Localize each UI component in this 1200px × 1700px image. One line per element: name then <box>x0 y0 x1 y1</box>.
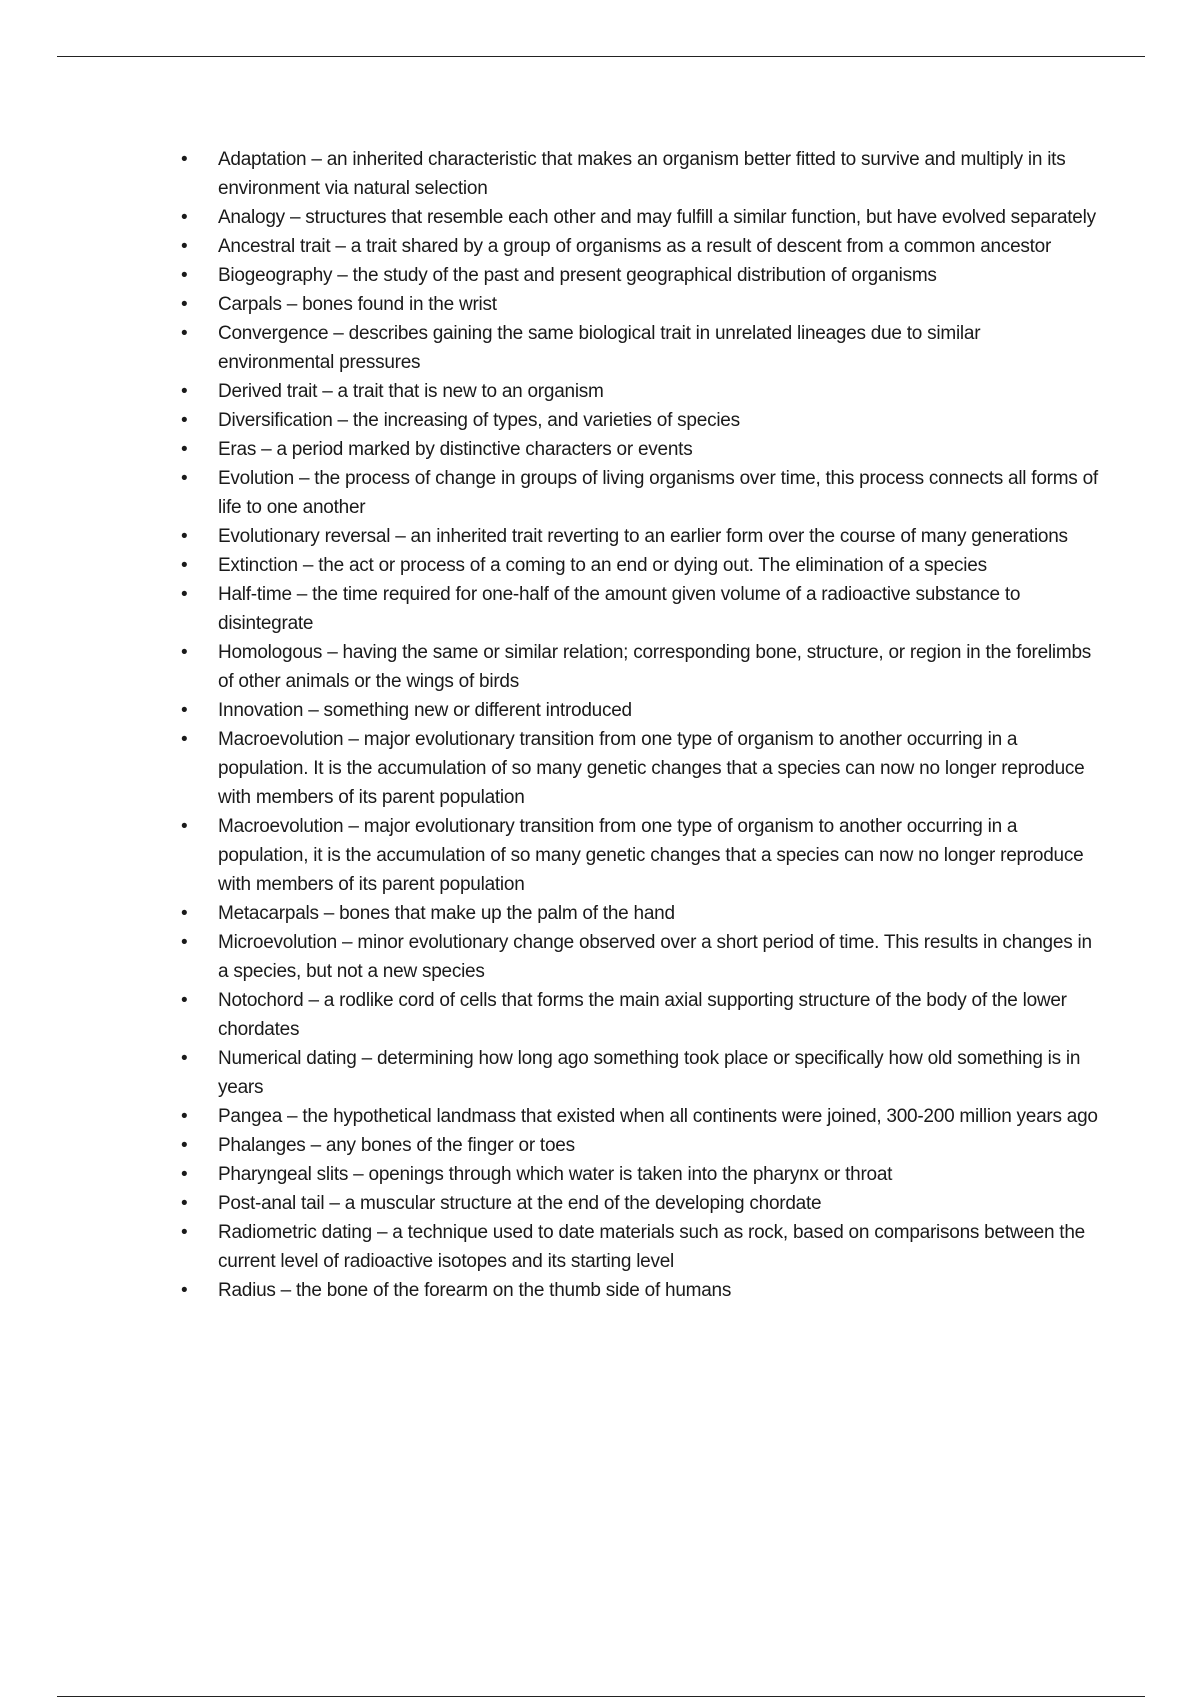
glossary-item-text: Half-time – the time required for one-half of the amount given volume of a radioactive substance to disintegrate <box>218 584 1021 634</box>
glossary-item <box>178 261 1098 290</box>
bullet-icon: • <box>181 323 188 344</box>
glossary-item-text: Homologous – having the same or similar relation; corresponding bone, structure, or region in the forelimbs of other animals or the wings of birds <box>218 642 1092 692</box>
glossary-item-text: Pangea – the hypothetical landmass that existed when all continents were joined, 300-200 million years ago <box>218 1106 1098 1127</box>
glossary-item <box>178 986 1098 1044</box>
glossary-item <box>178 406 1098 435</box>
bullet-icon: • <box>181 410 188 431</box>
glossary-item <box>178 696 1098 725</box>
bullet-icon: • <box>181 265 188 286</box>
bullet-icon: • <box>181 555 188 576</box>
glossary-item <box>178 1160 1098 1189</box>
glossary-item-text: Carpals – bones found in the wrist <box>218 294 497 315</box>
bullet-icon: • <box>181 439 188 460</box>
bullet-icon: • <box>181 642 188 663</box>
glossary-item <box>178 551 1098 580</box>
bullet-icon: • <box>181 584 188 605</box>
glossary-item-text: Convergence – describes gaining the same biological trait in unrelated lineages due to similar environmental pressures <box>218 323 981 373</box>
glossary-item <box>178 522 1098 551</box>
glossary-item-text: Evolution – the process of change in groups of living organisms over time, this process connects all forms of life to one another <box>218 468 1098 518</box>
glossary-item-text: Metacarpals – bones that make up the palm of the hand <box>218 903 675 924</box>
glossary-item <box>178 928 1098 986</box>
glossary-item <box>178 203 1098 232</box>
glossary-item-text: Post-anal tail – a muscular structure at the end of the developing chordate <box>218 1193 822 1214</box>
glossary-item-text: Innovation – something new or different introduced <box>218 700 632 721</box>
glossary-item-text: Radiometric dating – a technique used to date materials such as rock, based on comparisons between the current level of radioactive isotopes and its starting level <box>218 1222 1085 1272</box>
glossary-item-text: Pharyngeal slits – openings through which water is taken into the pharynx or throat <box>218 1164 893 1185</box>
bullet-icon: • <box>181 207 188 228</box>
header-rule <box>57 56 1145 57</box>
glossary-item-text: Adaptation – an inherited characteristic that makes an organism better fitted to survive and multiply in its environment via natural selection <box>218 149 1066 199</box>
bullet-icon: • <box>181 1106 188 1127</box>
glossary-item <box>178 899 1098 928</box>
glossary-item <box>178 1276 1098 1305</box>
glossary-item-text: Ancestral trait – a trait shared by a group of organisms as a result of descent from a common ancestor <box>218 236 1052 257</box>
glossary-item <box>178 725 1098 812</box>
glossary-item-text: Diversification – the increasing of types, and varieties of species <box>218 410 740 431</box>
glossary-item <box>178 1189 1098 1218</box>
glossary-item <box>178 1044 1098 1102</box>
glossary-item <box>178 435 1098 464</box>
glossary-item-text: Evolutionary reversal – an inherited trait reverting to an earlier form over the course of many generations <box>218 526 1068 547</box>
bullet-icon: • <box>181 1048 188 1069</box>
glossary-item <box>178 1102 1098 1131</box>
glossary-item <box>178 464 1098 522</box>
bullet-icon: • <box>181 236 188 257</box>
glossary-item-text: Numerical dating – determining how long ago something took place or specifically how old something is in years <box>218 1048 1081 1098</box>
bullet-icon: • <box>181 700 188 721</box>
glossary-item-text: Phalanges – any bones of the finger or toes <box>218 1135 575 1156</box>
bullet-icon: • <box>181 903 188 924</box>
bullet-icon: • <box>181 932 188 953</box>
glossary-item <box>178 145 1098 203</box>
glossary-item <box>178 319 1098 377</box>
glossary-item-text: Derived trait – a trait that is new to an organism <box>218 381 604 402</box>
bullet-icon: • <box>181 1164 188 1185</box>
glossary-item-text: Radius – the bone of the forearm on the thumb side of humans <box>218 1280 732 1301</box>
bullet-icon: • <box>181 1222 188 1243</box>
glossary-item-text: Eras – a period marked by distinctive characters or events <box>218 439 693 460</box>
glossary-item-text: Extinction – the act or process of a coming to an end or dying out. The elimination of a species <box>218 555 987 576</box>
bullet-icon: • <box>181 729 188 750</box>
glossary-item <box>178 232 1098 261</box>
glossary-item <box>178 812 1098 899</box>
bullet-icon: • <box>181 990 188 1011</box>
glossary-list <box>178 145 1098 1305</box>
bullet-icon: • <box>181 526 188 547</box>
glossary-item-text: Macroevolution – major evolutionary transition from one type of organism to another occurring in a population. It is the accumulation of so many genetic changes that a species can now no longer reproduce with members of its parent population <box>218 729 1085 808</box>
glossary-item-text: Macroevolution – major evolutionary transition from one type of organism to another occurring in a population, it is the accumulation of so many genetic changes that a species can now no longer reproduce with members of its parent population <box>218 816 1084 895</box>
glossary-item-text: Notochord – a rodlike cord of cells that forms the main axial supporting structure of the body of the lower chordates <box>218 990 1067 1040</box>
footer-rule <box>57 1696 1145 1697</box>
glossary-item <box>178 1131 1098 1160</box>
glossary-item-text: Microevolution – minor evolutionary change observed over a short period of time. This results in changes in a species, but not a new species <box>218 932 1092 982</box>
glossary-item-text: Analogy – structures that resemble each other and may fulfill a similar function, but have evolved separately <box>218 207 1096 228</box>
glossary-item <box>178 377 1098 406</box>
glossary-item-text: Biogeography – the study of the past and present geographical distribution of organisms <box>218 265 937 286</box>
glossary-item <box>178 580 1098 638</box>
bullet-icon: • <box>181 1193 188 1214</box>
glossary-item <box>178 638 1098 696</box>
bullet-icon: • <box>181 381 188 402</box>
bullet-icon: • <box>181 1280 188 1301</box>
glossary-item <box>178 1218 1098 1276</box>
bullet-icon: • <box>181 149 188 170</box>
glossary-item <box>178 290 1098 319</box>
bullet-icon: • <box>181 816 188 837</box>
bullet-icon: • <box>181 294 188 315</box>
bullet-icon: • <box>181 1135 188 1156</box>
bullet-icon: • <box>181 468 188 489</box>
